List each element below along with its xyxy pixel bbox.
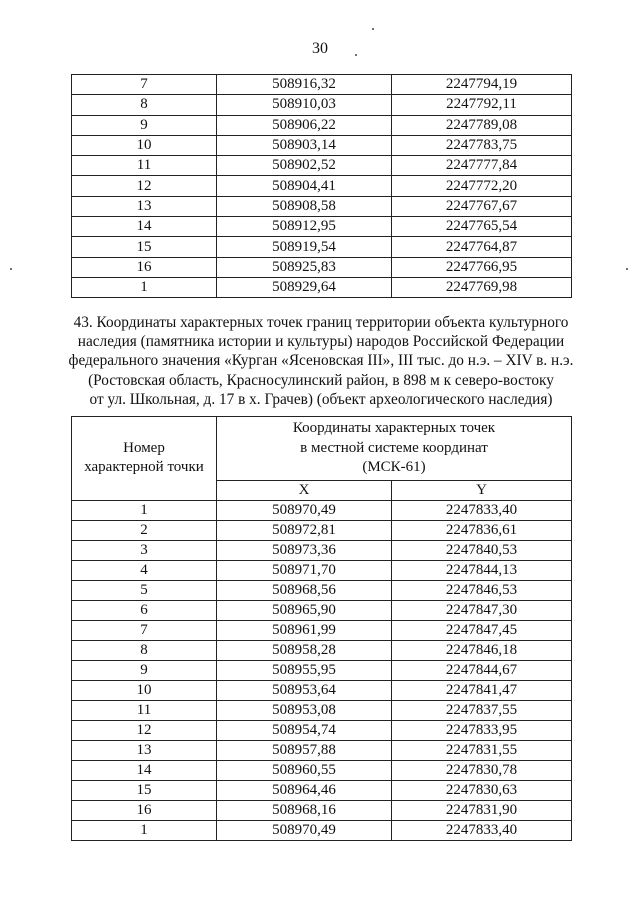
point-number: 16 xyxy=(72,800,217,820)
x-coordinate: 508902,52 xyxy=(217,156,392,176)
y-coordinate: 2247830,78 xyxy=(392,760,572,780)
y-coordinate: 2247847,30 xyxy=(392,600,572,620)
point-number: 13 xyxy=(72,740,217,760)
y-coordinate: 2247767,67 xyxy=(392,196,572,216)
x-coordinate: 508919,54 xyxy=(217,237,392,257)
x-coordinate: 508971,70 xyxy=(217,560,392,580)
x-coordinate: 508906,22 xyxy=(217,115,392,135)
point-number: 4 xyxy=(72,560,217,580)
header-text: Координаты характерных точек xyxy=(292,420,496,436)
x-coordinate: 508955,95 xyxy=(217,660,392,680)
y-coordinate: 2247836,61 xyxy=(392,520,572,540)
x-coordinate: 508965,90 xyxy=(217,600,392,620)
point-number: 9 xyxy=(72,660,217,680)
section-43-heading xyxy=(40,313,602,409)
header-point-number xyxy=(72,417,217,501)
point-number: 3 xyxy=(72,540,217,560)
x-coordinate: 508968,16 xyxy=(217,800,392,820)
y-coordinate: 2247833,95 xyxy=(392,720,572,740)
point-number: 5 xyxy=(72,580,217,600)
page-number: 30 xyxy=(312,40,328,57)
point-number: 12 xyxy=(72,720,217,740)
y-coordinate: 2247794,19 xyxy=(392,75,572,95)
table-row xyxy=(72,800,572,820)
heading-line: наследия (памятника истории и культуры) народов Российской Федерации xyxy=(77,333,565,351)
table-row xyxy=(72,156,572,176)
x-coordinate: 508970,49 xyxy=(217,500,392,520)
point-number: 6 xyxy=(72,600,217,620)
scan-speck xyxy=(10,268,12,270)
y-coordinate: 2247846,53 xyxy=(392,580,572,600)
table-row xyxy=(72,75,572,95)
point-number: 1 xyxy=(72,820,217,840)
y-coordinate: 2247831,55 xyxy=(392,740,572,760)
table-row xyxy=(72,660,572,680)
y-coordinate: 2247844,67 xyxy=(392,660,572,680)
x-coordinate: 508903,14 xyxy=(217,135,392,155)
y-coordinate: 2247769,98 xyxy=(392,277,572,297)
y-coordinate: 2247830,63 xyxy=(392,780,572,800)
point-number: 9 xyxy=(72,115,217,135)
y-coordinate: 2247764,87 xyxy=(392,237,572,257)
x-coordinate: 508954,74 xyxy=(217,720,392,740)
table-row xyxy=(72,720,572,740)
y-coordinate: 2247792,11 xyxy=(392,95,572,115)
x-coordinate: 508925,83 xyxy=(217,257,392,277)
x-coordinate: 508957,88 xyxy=(217,740,392,760)
x-coordinate: 508958,28 xyxy=(217,640,392,660)
header-coordinates xyxy=(217,417,572,481)
x-coordinate: 508961,99 xyxy=(217,620,392,640)
table-row xyxy=(72,277,572,297)
point-number: 16 xyxy=(72,257,217,277)
point-number: 8 xyxy=(72,640,217,660)
point-number: 2 xyxy=(72,520,217,540)
table-row xyxy=(72,540,572,560)
table-row xyxy=(72,257,572,277)
y-coordinate: 2247847,45 xyxy=(392,620,572,640)
point-number: 14 xyxy=(72,217,217,237)
x-coordinate: 508970,49 xyxy=(217,820,392,840)
table-row xyxy=(72,176,572,196)
y-coordinate: 2247841,47 xyxy=(392,680,572,700)
y-coordinate: 2247837,55 xyxy=(392,700,572,720)
y-coordinate: 2247844,13 xyxy=(392,560,572,580)
y-coordinate: 2247783,75 xyxy=(392,135,572,155)
header-text: Номер xyxy=(123,439,165,456)
x-coordinate: 508916,32 xyxy=(217,75,392,95)
point-number: 15 xyxy=(72,780,217,800)
point-number: 7 xyxy=(72,75,217,95)
point-number: 10 xyxy=(72,680,217,700)
table-row xyxy=(72,740,572,760)
point-number: 1 xyxy=(72,277,217,297)
point-number: 11 xyxy=(72,156,217,176)
y-coordinate: 2247777,84 xyxy=(392,156,572,176)
table-row xyxy=(72,217,572,237)
x-coordinate: 508929,64 xyxy=(217,277,392,297)
x-coordinate: 508912,95 xyxy=(217,217,392,237)
table-row xyxy=(72,135,572,155)
table-row xyxy=(72,500,572,520)
header-y: Y xyxy=(392,480,572,500)
point-number: 10 xyxy=(72,135,217,155)
x-coordinate: 508960,55 xyxy=(217,760,392,780)
table-row xyxy=(72,780,572,800)
x-coordinate: 508964,46 xyxy=(217,780,392,800)
table-row xyxy=(72,620,572,640)
point-number: 7 xyxy=(72,620,217,640)
x-coordinate: 508973,36 xyxy=(217,540,392,560)
table-row xyxy=(72,115,572,135)
y-coordinate: 2247833,40 xyxy=(392,500,572,520)
x-coordinate: 508910,03 xyxy=(217,95,392,115)
scan-speck xyxy=(626,268,628,270)
header-x: X xyxy=(217,480,392,500)
point-number: 14 xyxy=(72,760,217,780)
scan-speck xyxy=(355,54,357,56)
point-number: 15 xyxy=(72,237,217,257)
heading-line: 43. Координаты характерных точек границ территории объекта культурного xyxy=(73,314,569,331)
y-coordinate: 2247831,90 xyxy=(392,800,572,820)
coordinates-table-43 xyxy=(71,416,572,841)
y-coordinate: 2247789,08 xyxy=(392,115,572,135)
x-coordinate: 508904,41 xyxy=(217,176,392,196)
table-row xyxy=(72,680,572,700)
x-coordinate: 508953,64 xyxy=(217,680,392,700)
y-coordinate: 2247846,18 xyxy=(392,640,572,660)
table-row xyxy=(72,640,572,660)
heading-line: от ул. Школьная, д. 17 в х. Грачев) (объект археологического наследия) xyxy=(89,390,553,408)
scan-speck xyxy=(372,28,374,30)
y-coordinate: 2247840,53 xyxy=(392,540,572,560)
table-row xyxy=(72,196,572,216)
table-row xyxy=(72,520,572,540)
table-row xyxy=(72,237,572,257)
table-row xyxy=(72,95,572,115)
table-row xyxy=(72,760,572,780)
y-coordinate: 2247766,95 xyxy=(392,257,572,277)
point-number: 13 xyxy=(72,196,217,216)
header-text: характерной точки xyxy=(84,459,204,476)
x-coordinate: 508972,81 xyxy=(217,520,392,540)
point-number: 11 xyxy=(72,700,217,720)
table-row xyxy=(72,600,572,620)
header-text: в местной системе координат xyxy=(300,439,488,456)
point-number: 1 xyxy=(72,500,217,520)
y-coordinate: 2247765,54 xyxy=(392,217,572,237)
table-row xyxy=(72,580,572,600)
table-row xyxy=(72,700,572,720)
x-coordinate: 508908,58 xyxy=(217,196,392,216)
x-coordinate: 508953,08 xyxy=(217,700,392,720)
table-row xyxy=(72,560,572,580)
header-text: (МСК-61) xyxy=(362,459,426,475)
table-row xyxy=(72,820,572,840)
point-number: 8 xyxy=(72,95,217,115)
heading-line: федерального значения «Курган «Ясеновская III», III тыс. до н.э. – XIV в. н.э. xyxy=(68,352,574,370)
coordinates-table-continued xyxy=(71,74,572,298)
y-coordinate: 2247833,40 xyxy=(392,820,572,840)
heading-line: (Ростовская область, Красносулинский район, в 898 м к северо-востоку xyxy=(88,371,554,389)
x-coordinate: 508968,56 xyxy=(217,580,392,600)
y-coordinate: 2247772,20 xyxy=(392,176,572,196)
point-number: 12 xyxy=(72,176,217,196)
